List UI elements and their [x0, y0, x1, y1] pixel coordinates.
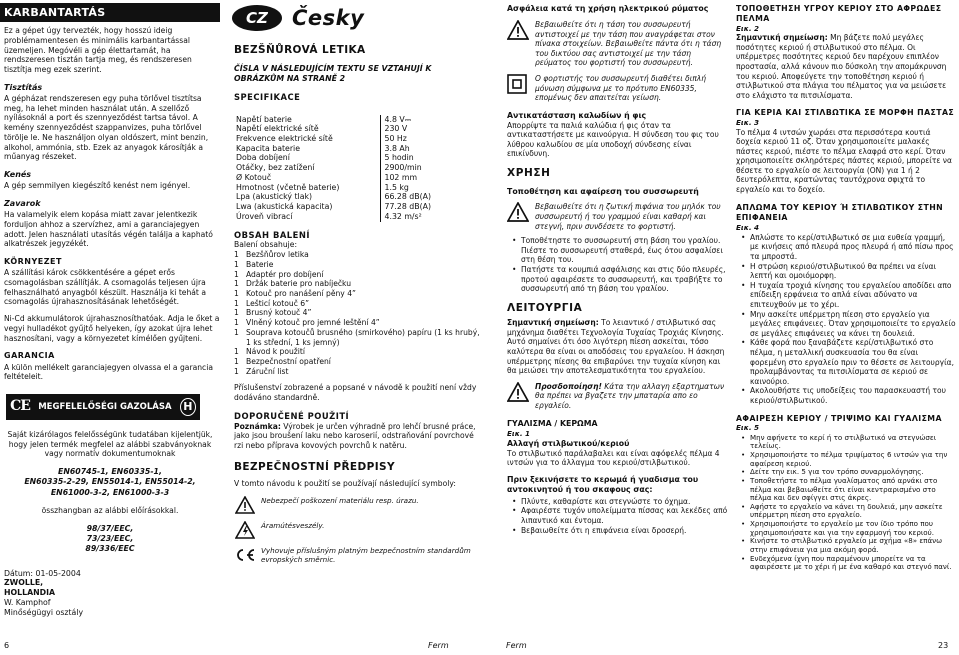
symbol-row	[234, 521, 480, 539]
item-quantity: 1	[234, 259, 239, 269]
operation-body: Το λειαντικό / στιλβωτικό σας μηχάνημα διαθέτει Τεχνολογία Τυχαίας Τροχιάς Κίνησης. Αυτό σημαίνει ότι όσο λιγότερη πίεση ασκείται, τόσο καλύτερα θα είναι οι αποδόσεις του εργαλείου. Η άσκηση υπέρμετρης πίεσης θα επιβαρύνει την τυχαία κίνηση και θα μειώσει την αποτελεσματικότητα του εργαλείου.	[507, 318, 725, 376]
symbol-row	[234, 496, 480, 514]
figure-reference-note: ČÍSLA V NÁSLEDUJÍCÍM TEXTU SE VZTAHUJÍ K OBRÁZKŮM NA STRANĚ 2	[234, 64, 432, 84]
environment-text-2: Ni-Cd akkumulátorok újrahasznosíthatóak. Adja le őket a vegyi hulladékot gyűjtő helyeken, így azokat újra lehet hasznosítani, vagy a környezetet kímélően gyűjteni.	[4, 314, 220, 343]
page-number-right: 23	[938, 641, 949, 650]
signer-name: W. Kamphof	[4, 598, 51, 608]
pads-heading: ΓΥΑΛΙΣΜΑ / ΚΕΡΩΜΑ	[507, 418, 598, 428]
figure-label: Εικ. 2	[736, 23, 760, 33]
removal-steps	[736, 434, 956, 572]
cleaning-heading: Tisztítás	[4, 82, 43, 92]
caution-label: Προσδοποίηση!	[535, 381, 602, 391]
spec-row	[234, 173, 450, 183]
list-item: • Βεβαιωθείτε ότι η επιφάνεια είναι δροσερή.	[521, 526, 729, 536]
list-item	[234, 250, 480, 260]
cleaning-text: A gépházat rendszeresen egy puha törlővel tisztítsa meg, ha lehet minden használat után. A szellőző nyílásoknál a port és szennyeződést tartsa távol. A kemény szennyeződést szappanvizes, puha törlővel törölje le. Ne használjon olyan oldószert, mint benzin, alkohol, ammónia, stb. Ezek az anyagok károsítják a műanyag részeket.	[4, 93, 209, 162]
warning-block	[507, 74, 729, 103]
list-item	[234, 318, 480, 328]
operation-label: Σημαντική σημείωση:	[507, 318, 599, 328]
battery-steps	[507, 236, 729, 294]
footer-brand-left: Ferm	[428, 641, 449, 650]
list-item	[234, 279, 480, 289]
spec-value: 66.28 dB(A)	[380, 192, 450, 202]
electrical-safety-heading: Ασφάλεια κατά τη χρήση ηλεκτρικού ρύματος	[507, 4, 709, 13]
item-text: Brusný kotouč 4”	[246, 308, 312, 318]
greek-right-column	[734, 0, 956, 572]
environment-text-1: A szállítási károk csökkentésére a gépet erős csomagolásban szállítják. A csomagolás teljesen újra felhasználható anyagból készült. Használja ki tehát a csomagolás újrahasznosításának lehetőségét.	[4, 268, 206, 307]
spec-value: 2900/min	[380, 163, 450, 173]
declaration-text: Saját kizárólagos felelősségünk tudatában kijelentjük, hogy jelen termék megfelel az alábbi szabványoknak vagy normatív dokumentumoknak	[7, 429, 213, 459]
paste-heading: ΓΙΑ ΚΕΡΙΑ ΚΑΙ ΣΤΙΛΒΩΤΙΚΑ ΣΕ ΜΟΡΦΗ ΠΑΣΤΑΣ	[736, 108, 955, 118]
item-quantity: 1	[234, 288, 239, 298]
prep-steps	[507, 497, 729, 535]
declaration-banner	[6, 394, 200, 420]
item-text: Bezšňůrov letika	[246, 250, 309, 260]
signer-role: Minőségügyi osztály	[4, 608, 84, 618]
list-item: • Τοποθέτηστε το συσσωρευτή στη βάση του γραλίου. Πιέστε το συσσωρευτή σταθερά, έως ότου ασφαλίσει στη θέση του.	[521, 236, 729, 265]
spec-row	[234, 115, 450, 125]
list-item	[234, 289, 480, 299]
use-label: Poznámka:	[234, 421, 281, 431]
spec-label: Kapacita baterie	[236, 143, 300, 153]
directives-list	[0, 524, 220, 555]
item-quantity: 1	[234, 318, 239, 328]
list-item: • Πατήστε τα κουμπιά ασφάλισης και στις δύο πλευρές, προτού αφαιρέσετε το συσσωρευτή, και τραβήξτε το συσσωρευτή από τη βάση του γραλίου.	[521, 265, 729, 294]
maintenance-intro: Ez a gépet úgy tervezték, hogy hosszú ideig problémamentesen és minimális karbantartással üzemeljen. Megóvéli a gép élettartamát, ha rendszeresen tisztán tartja meg, és rendszeresen tisztítja meg ezek szerint.	[4, 26, 192, 74]
symbol-text: Áramútésveszély.	[261, 520, 325, 530]
spec-heading: SPECIFIKACE	[234, 91, 301, 102]
directive-text: összhangban az alábbi előírásokkal.	[41, 505, 179, 515]
page-number-left: 6	[4, 641, 10, 650]
list-item	[234, 347, 480, 357]
item-text: Záruční list	[246, 366, 289, 376]
cable-text: Απορρίψτε τα παλιά καλώδια ή φις όταν τα αντικαταστήσετε με καινούργια. Η σύνδεση του φις του λύθρου καλωδίου σε μία υποδοχή σύνδεσης είναι επικίνδυνη.	[507, 120, 719, 159]
warning-block	[507, 202, 729, 231]
item-quantity: 1	[234, 356, 239, 366]
operation-text	[507, 318, 729, 376]
spec-label: Lwa (akustická kapacita)	[236, 202, 333, 212]
figure-label: Εικ. 5	[736, 423, 760, 433]
spec-value: 230 V	[380, 124, 450, 134]
warning-text: Βεβαιωθείτε ότι η ζωτική πιφάνια του μηλόκ του συσσωρευτή ή του γραμμού είναι καθαρή και στεγνή, πριν συνδέσετε το φορτιστή.	[535, 202, 721, 231]
warning-block	[507, 20, 729, 68]
company-city: ZWOLLE,	[4, 578, 44, 588]
safety-intro: V tomto návodu k použití se používají následující symboly:	[234, 479, 456, 489]
faults-heading: Zavarok	[4, 198, 41, 208]
spec-label: Úroveň vibrací	[236, 211, 293, 221]
item-text: Souprava kotoučů brusného (smirkového) papíru (1 ks hrubý, 1 ks střední, 1 ks jemný)	[246, 327, 480, 347]
list-item	[234, 270, 480, 280]
footer-brand-right: Ferm	[506, 641, 527, 650]
spec-value: 3.8 Ah	[380, 144, 450, 154]
warning-triangle-icon	[507, 20, 529, 43]
spec-value: 1.5 kg	[380, 183, 450, 193]
cz-badge: CZ	[232, 5, 282, 31]
spec-value: 4.32 m/s²	[380, 212, 450, 222]
spec-value: 77.28 dB(A)	[380, 202, 450, 212]
spec-label: Otáčky, bez zatížení	[236, 163, 315, 173]
prep-heading: Πριν ξεκινήσετε το κερωμά ή γυαδισμα του αντοκινητού ή του σκαφους σας:	[507, 474, 699, 494]
warning-triangle-icon	[507, 382, 529, 405]
standards-list	[0, 467, 220, 498]
wax-body: Μη βάζετε πολύ μεγάλες ποσότητες κεριού ή στιλβωτικού στο πέλμα. Οι υπέρμετρες ποσότητες κεριού δεν παρέχουν επιπλέον προστασία, αλλά κάνουν πιο δύσκολη την απομάκρυνση του κεριού. Αποφεύγετε την τοποθέτηση κεριού ή στιλβωτικού στα πλάγια του πέλματος για να μειώσετε στο ελάχιστο τα πιτσιλίσματα.	[736, 33, 947, 100]
language-h-badge: H	[180, 398, 196, 416]
use-text	[234, 422, 480, 451]
czech-header	[232, 5, 480, 32]
warranty-text: A külön mellékelt garanciajegyen olvassa el a garancia feltételeit.	[4, 362, 213, 382]
spec-label: Lpa (akustický tlak)	[236, 192, 313, 202]
list-item: • Πλύντε, καθαρίστε και στεγνώστε το όχημα.	[521, 497, 729, 507]
figure-label: Εικ. 1	[507, 428, 531, 438]
item-text: Bezpečnostní opatření	[246, 356, 331, 366]
figure-label: Εικ. 4	[736, 222, 760, 232]
warning-triangle-icon	[507, 202, 529, 225]
list-item: • Δείτε την εικ. 5 για τον τρόπο συναρμολόγησης.	[750, 468, 956, 477]
faults-text: Ha valamelyik elem kopása miatt zavar jelentkezik forduljon ahhoz a szervízhez, ami a garanciajegyen adott. Jelen használati utasítás végén találja a kapható alkatrészek jegyzékét.	[4, 210, 213, 249]
product-title: BEZŠŇŮROVÁ LETIKA	[234, 43, 366, 56]
list-item	[234, 299, 480, 309]
spec-row	[234, 202, 450, 212]
operation-heading: ΛΕΙΤΟΥΡΓΙΑ	[507, 301, 583, 314]
spec-label: Frekvence elektrické sítě	[236, 134, 333, 143]
list-item	[234, 357, 480, 367]
spec-row	[234, 212, 450, 222]
warning-text: Βεβαιωθείτε ότι η τάση του συσσωρευτή αντιστοιχεί με την τάση που αναγράφεται στον πίνακα στοιχείων. Βεβαιωθείτε πάντα ότι η τάση του δικτύου σας αντιστοιχεί με την τάση ρεύματος του φορτιστή του συσσωρευτή.	[535, 19, 722, 68]
standard-line: EN60745-1, EN60335-1,	[58, 467, 162, 477]
apply-steps	[736, 233, 956, 406]
spec-label: Napětí elektrické sítě	[236, 124, 319, 134]
greek-left-column	[505, 0, 729, 535]
item-text: Držák baterie pro nabíječku	[246, 279, 352, 289]
signature-block	[0, 569, 220, 619]
spec-row	[234, 183, 450, 193]
package-intro: Balení obsahuje:	[234, 240, 298, 250]
list-item: • Η στρώση κεριού/στιλβωτικού θα πρέπει να είναι λεπτή και ομοιόμορφη.	[750, 262, 956, 281]
list-item: • Αφήστε το εργαλείο να κάνει τη δουλειά, μην ασκείτε υπέρμετρη πίεση στο εργαλείο.	[750, 503, 956, 520]
item-quantity: 1	[234, 279, 239, 289]
list-item: • Κινήστε το στιλβωτικό εργαλείο με σχήμα «8» επάνω στην επιφάνεια για μια ακόμη φορά.	[750, 537, 956, 554]
item-text: Kotouč pro nanášení pěny 4”	[246, 288, 356, 298]
wax-text	[736, 33, 956, 100]
item-quantity: 1	[234, 327, 239, 337]
spec-value: 102 mm	[380, 173, 450, 183]
use-body: Výrobek je určen výhradně pro lehčí brusné práce, jako jsou broušení laku nebo karoserií, odstraňování povrchové rzi nebo příprava kovových povrchů k natěru.	[234, 421, 476, 451]
package-note: Příslušenství zobrazené a popsané v návodě k použití není vždy dodáváno standardně.	[234, 383, 477, 403]
list-item: • Μην ασκείτε υπέρμετρη πίεση στο εργαλείο για μεγάλες επιφάνειες. Όταν χρησιμοποιείτε το εργαλείο σε μεγάλες επιφάνειες να κάνει τη δουλειά.	[750, 310, 956, 339]
item-text: Návod k použití	[246, 347, 305, 357]
directive-line: 89/336/EEC	[85, 544, 135, 554]
caution-body: Κάτα την αλλαγη εξαρτηματων θα πρέπει να βγαζετε την μπαταρία απο εο εργαλείο.	[535, 381, 725, 410]
date: Dátum: 01-05-2004	[4, 568, 81, 578]
environment-heading: KÖRNYEZET	[4, 257, 62, 266]
item-quantity: 1	[234, 250, 239, 260]
list-item: • Μην αφήνετε το κερί ή το στιλβωτικό να στεγνώσει τελείως.	[750, 434, 956, 451]
standard-line: EN60335-2-29, EN55014-1, EN55014-2,	[24, 477, 196, 487]
spec-label: Doba dobíjení	[236, 153, 290, 163]
item-text: Adaptér pro dobíjení	[246, 269, 324, 279]
list-item: • Απλώστε το κερί/στιλβωτικό σε μια ευθεία γραμμή, με κινήσεις από πλευρά προς πλευρά ή από πίσω προς τα μπροστά.	[750, 233, 956, 262]
warranty-heading: GARANCIA	[4, 351, 55, 361]
spec-label: Hmotnost (včetně baterie)	[236, 182, 340, 192]
pad-change-heading: Αλλαγή στιλβωτικού/κεριού	[507, 438, 630, 448]
safety-heading: BEZPEČNOSTNÍ PŘEDPISY	[234, 460, 395, 473]
list-item: • Τοποθετήστε το πέλμα γυαλίσματος από αρνάκι στο πέλμα και βεβαιωθείτε ότι είναι κεντραρισμένο στο πέλμα και δεν σφίγγει στις άκρες.	[750, 477, 956, 503]
spec-value: 50 Hz	[380, 134, 450, 144]
ce-mark-icon	[234, 546, 256, 564]
symbol-text: Vyhovuje příslušným platným bezpečnostním standardům evropských směrnic.	[261, 545, 471, 565]
item-text: Baterie	[246, 259, 274, 269]
warning-text: Ο φορτιστής του συσσωρευτή διαθέτει διπλή μόνωση σύμφωνα με το πρότυπο EN60335, επομένως δεν απαιτείται γείωση.	[535, 73, 706, 103]
spec-value: 5 hodin	[380, 153, 450, 163]
spec-row	[234, 124, 450, 134]
spec-row	[234, 163, 450, 173]
list-item	[234, 308, 480, 318]
spec-row	[234, 192, 450, 202]
lightning-icon	[234, 521, 256, 539]
hungarian-column	[0, 0, 220, 618]
use-heading: DOPORUČENÉ POUŽITÍ	[234, 410, 350, 421]
item-quantity: 1	[234, 347, 239, 357]
item-quantity: 1	[234, 308, 239, 318]
list-item: • Χρησιμοποιήστε το εργαλείο με τον ίδιο τρόπο που χρησιμοποιήσατε και για την εφαρμογή του κεριού.	[750, 520, 956, 537]
package-heading: OBSAH BALENÍ	[234, 229, 310, 240]
section-title-maintenance: KARBANTARTÁS	[0, 3, 220, 22]
list-item: • Χρησιμοποιήστε το πέλμα τριψίματος 6 ιντσών για την αφαίρεση κεριού.	[750, 451, 956, 468]
list-item	[234, 367, 480, 377]
list-item: • Ενδεχόμενα ίχνη που παραμένουν μπορείτε να τα αφαιρέσετε με το χέρι ή με ένα καθαρό και στεγνό πανί.	[750, 555, 956, 572]
double-insulation-icon	[507, 74, 529, 97]
paste-text: Το πέλμα 4 ιντσών χωράει στα περισσότερα κουτιά δοχεία κεριού 11 οζ. Όταν χρησιμοποιείτε μαλακές πάστες κεριού, πιέστε το πέλμα ελαφρά στο κερί. Όταν χρησιμοποιείτε σκληρότερες πάστες κεριού, μπορείτε να θέσετε το εργαλείο σε λειτουργία (ON) για 1 ή 2 δευτερόλεπτα, κρατώντας ταυτόχρονα σφιχτά το εργαλείο και το δοχείο.	[736, 127, 952, 195]
item-quantity: 1	[234, 366, 239, 376]
company-country: HOLLANDIA	[4, 588, 56, 598]
pad-change-text: Το στιλβωτικό παράλαβαλει και είναι αφόφελές πέλμα 4 ιντσών για το άλλαγμα του κεριού/στιλβωτικού.	[507, 448, 720, 468]
directive-line: 98/37/EEC,	[86, 523, 134, 533]
cable-heading: Αντικατάσταση καλωδίων ή φις	[507, 110, 647, 120]
warning-text	[535, 382, 729, 411]
wax-heading: ΤΟΠΟΘΕΤΗΣΗ ΥΓΡΟΥ ΚΕΡΙΟΥ ΣΤΟ ΑΦΡΩΔΕΣ ΠΕΛΜΑ	[736, 4, 942, 23]
list-item	[234, 328, 480, 347]
list-item: • Ακολουθήστε τις υποδείξεις του παρασκευαστή του κεριού/στιλβωτικού.	[750, 386, 956, 405]
lubrication-heading: Kenés	[4, 169, 32, 179]
item-text: Vlněný kotouč pro jemné leštění 4”	[246, 318, 380, 328]
wax-label: Σημαντική σημείωση:	[736, 33, 828, 43]
list-item	[234, 260, 480, 270]
declaration-title: MEGFELELŐSÉGI GAZOLÁSA	[38, 401, 172, 412]
spec-value: 4.8 V⎓	[380, 115, 450, 125]
figure-label: Εικ. 3	[736, 118, 760, 128]
item-text: Lešticí kotouč 6”	[246, 298, 310, 308]
symbol-row	[234, 546, 480, 564]
lubrication-text: A gép semmilyen kiegészítő kenést nem igényel.	[4, 181, 191, 191]
standard-line: EN61000-3-2, EN61000-3-3	[50, 487, 170, 497]
item-quantity: 1	[234, 269, 239, 279]
ce-mark: CE	[10, 397, 30, 414]
symbol-text: Nebezpečí poškození materiálu resp. úrazu.	[261, 495, 419, 505]
package-list	[234, 250, 480, 376]
language-title: Česky	[292, 6, 365, 30]
removal-heading: ΑΦΑΙΡΕΣΗ ΚΕΡΙΟΥ / ΤΡΙΨΙΜΟ ΚΑΙ ΓΥΑΛΙΣΜΑ	[736, 413, 942, 423]
spec-row	[234, 144, 450, 154]
spec-table	[234, 115, 450, 222]
czech-column	[228, 0, 480, 564]
list-item: • Αφαιρέστε τυχόν υπολείμματα πίσσας και λεκέδες από λιπαντικό και έντομα.	[521, 506, 729, 525]
battery-heading: Τοποθέτηση και αφαίρεση του συσσωρευτή	[507, 186, 699, 196]
spec-label: Ø Kotouč	[236, 172, 272, 182]
list-item: • Κάθε φορά που ξαναβάζετε κερί/στιλβωτικό στο πέλμα, η μεταλλική συσκευασία του θα είναι φορεμένη στο εργαλείο πριν το θέσετε σε λειτουργία, προλαμβάνοντας τα πιτσιλίσματα σε κεριού σε καινούριο.	[750, 338, 956, 386]
warning-triangle-icon	[234, 496, 256, 514]
warning-block	[507, 382, 729, 411]
apply-heading: ΑΠΛΩΜΑ ΤΟΥ ΚΕΡΙΟΥ Ή ΣΤΙΛΒΩΤΙΚΟΥ ΣΤΗΝ ΕΠΙΦΑΝΕΙΑ	[736, 202, 944, 222]
use-heading: ΧΡΗΣΗ	[507, 167, 551, 180]
spec-row	[234, 134, 450, 144]
directive-line: 73/23/EEC,	[86, 533, 134, 543]
item-quantity: 1	[234, 298, 239, 308]
spec-label: Napětí baterie	[236, 114, 292, 124]
spec-row	[234, 153, 450, 163]
list-item: • Η τυχαία τροχιά κίνησης του εργαλείου αποδίδει απο επίδειξη ερφάνεια το απλά είναι αδύνατο να επιτευχθούν με το χέρι.	[750, 281, 956, 310]
